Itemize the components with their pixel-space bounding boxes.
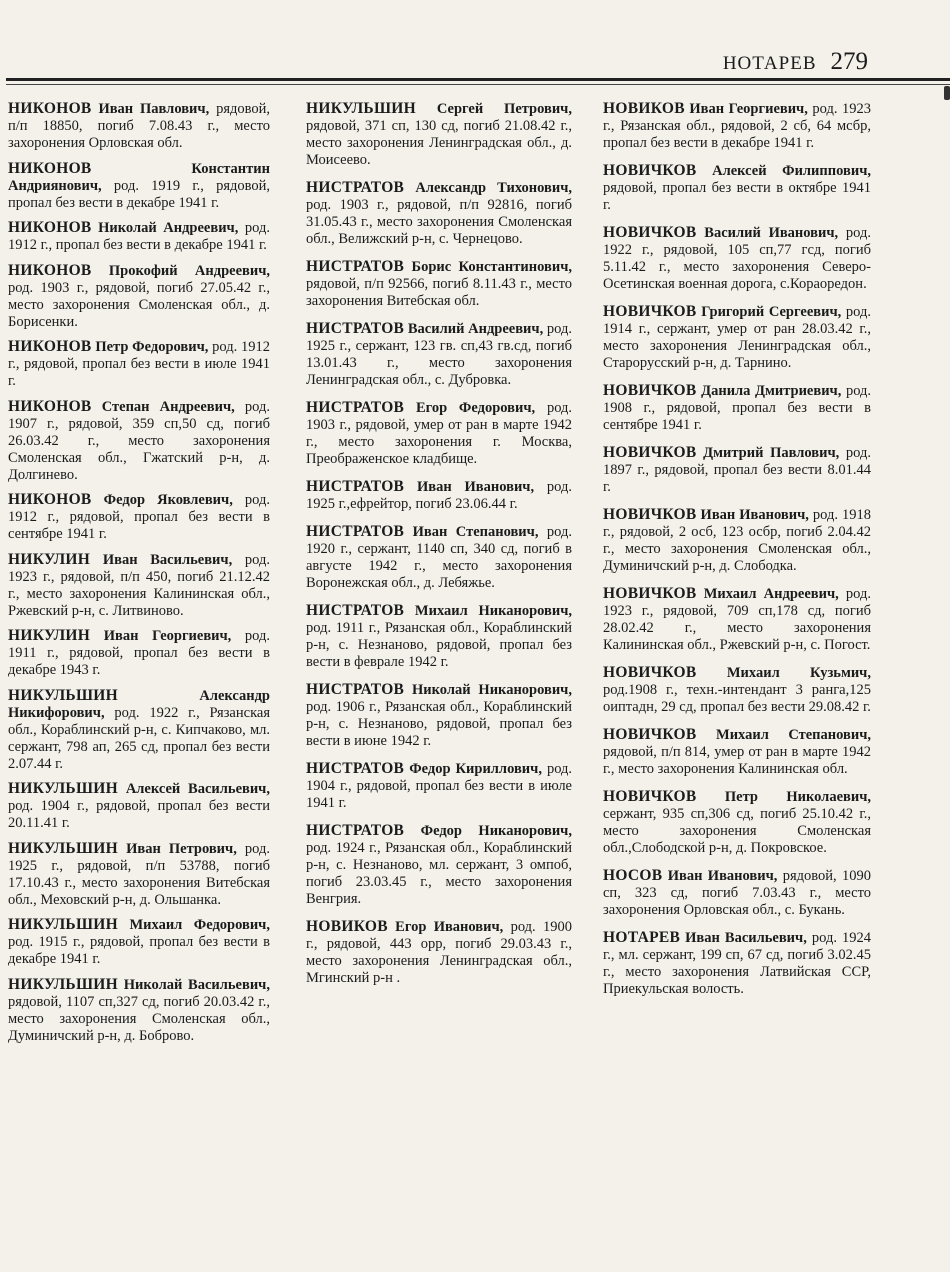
entry-given-name: Борис Константинович,: [411, 259, 572, 275]
entry: [8, 780, 270, 832]
entry-surname: НОВИЧКОВ: [603, 506, 697, 523]
entry: [603, 867, 871, 919]
entry: [8, 687, 270, 773]
entry-details: род. 1924 г., мл. сержант, 199 сп, 67 сд, погиб 3.02.45 г., место захоронения Латвийская ССР, Приекульская волость.: [603, 930, 871, 997]
entry-details: род. 1904 г., рядовой, пропал без вести 20.11.41 г.: [8, 798, 270, 831]
entry-given-name: Михаил Андреевич,: [703, 586, 839, 602]
entry-given-name: Константин Андриянович,: [8, 160, 270, 194]
entry: [8, 551, 270, 620]
entry-surname: НИКОНОВ: [8, 338, 92, 355]
edge-mark: [944, 86, 950, 100]
entry-details: род. 1918 г., рядовой, 2 осб, 123 осбр, погиб 2.04.42 г., место захоронения Смоленская обл., Думиничский р-н, д. Слободка.: [603, 507, 871, 574]
entry-given-name: Иван Иванович,: [667, 868, 778, 884]
entry-surname: НИКУЛЬШИН: [8, 916, 119, 933]
entry-surname: НИКОНОВ: [8, 397, 92, 415]
entry-surname: НИСТРАТОВ: [306, 179, 405, 196]
entry: [306, 681, 572, 750]
entry: [8, 398, 270, 484]
entry-surname: НИКОНОВ: [8, 261, 92, 279]
entry-surname: НОВИЧКОВ: [603, 382, 697, 399]
entry: [306, 822, 572, 908]
entry-details: род. 1912 г., пропал без вести в декабре 1941 г.: [8, 220, 270, 253]
entry-surname: НОВИКОВ: [306, 918, 388, 935]
entry: [8, 627, 270, 679]
entry: [603, 506, 871, 575]
entry-given-name: Степан Андреевич,: [101, 398, 235, 415]
entry: [306, 320, 572, 389]
entry-surname: НИСТРАТОВ: [306, 681, 405, 698]
entry: [603, 162, 871, 214]
entry-details: рядовой, 1090 сп, 323 сд, погиб 7.03.43 г., место захоронения Орловская обл., с. Букань.: [603, 868, 872, 918]
entry-given-name: Петр Федорович,: [95, 339, 209, 355]
header-rule-thin: [6, 84, 950, 85]
entry: [8, 916, 270, 968]
entry-details: род. 1903 г., рядовой, погиб 27.05.42 г., место захоронения Смоленская обл., д. Борисенки.: [8, 279, 270, 330]
entry: [603, 303, 871, 372]
entry-surname: НИСТРАТОВ: [306, 399, 405, 416]
entry-surname: НИКУЛЬШИН: [306, 100, 417, 117]
entry-given-name: Данила Дмитриевич,: [701, 383, 842, 399]
entry-details: род. 1912 г., рядовой, пропал без вести в сентябре 1941 г.: [8, 492, 271, 542]
entry-surname: НОВИКОВ: [603, 100, 685, 117]
entry-surname: НИСТРАТОВ: [306, 602, 405, 619]
entry-surname: НОВИЧКОВ: [603, 303, 697, 320]
entry-given-name: Дмитрий Павлович,: [703, 445, 840, 461]
entry-given-name: Алексей Васильевич,: [125, 781, 270, 797]
entry-surname: НИКУЛЬШИН: [8, 839, 119, 857]
entry-given-name: Иван Васильевич,: [685, 930, 807, 946]
entry-given-name: Михаил Кузьмич,: [726, 665, 871, 681]
entry-details: род. 1911 г., рядовой, пропал без вести в декабре 1943 г.: [8, 628, 271, 678]
entry-details: рядовой, п/п 92566, погиб 8.11.43 г., место захоронения Витебская обл.: [306, 276, 572, 309]
entry: [603, 585, 871, 654]
entry-given-name: Николай Андреевич,: [98, 220, 239, 236]
entry-surname: НИКУЛИН: [8, 550, 91, 568]
entry: [603, 929, 871, 998]
entry-surname: НИСТРАТОВ: [306, 523, 405, 540]
entry-details: род. 1915 г., рядовой, пропал без вести в декабре 1941 г.: [8, 934, 270, 967]
column-2: [306, 100, 572, 997]
entry-details: рядовой, 1107 сп,327 сд, погиб 20.03.42 г., место захоронения Смоленская обл., Думиничский р-н, д. Боброво.: [8, 993, 270, 1044]
entry-surname: НИКУЛИН: [8, 627, 91, 644]
entry-details: род. 1907 г., рядовой, 359 сп,50 сд, погиб 26.03.42 г., место захоронения Смоленская обл., Гжатский р-н, д. Долгинево.: [8, 398, 271, 483]
running-header: [723, 48, 868, 76]
entry: [603, 444, 871, 496]
entry-details: род. 1923 г., рядовой, п/п 450, погиб 21.12.42 г., место захоронения Калининская обл., Ржевский р-н, с. Литвиново.: [8, 551, 270, 619]
entry: [8, 100, 270, 152]
entry-surname: НИСТРАТОВ: [306, 760, 405, 777]
entry-surname: НОВИЧКОВ: [603, 664, 697, 681]
entry-surname: НИКУЛЬШИН: [8, 780, 119, 797]
entry-surname: НОВИЧКОВ: [603, 224, 697, 241]
entry: [306, 100, 572, 169]
entry-details: род. 1925 г.,ефрейтор, погиб 23.06.44 г.: [306, 479, 572, 512]
entry-surname: НИКОНОВ: [8, 219, 92, 236]
entry-details: род. 1911 г., Рязанская обл., Кораблинский р-н, с. Незнаново, рядовой, пропал без вести в феврале 1942 г.: [306, 620, 572, 670]
entry-given-name: Петр Николаевич,: [724, 789, 871, 805]
entry-details: род. 1925 г., рядовой, п/п 53788, погиб 17.10.43 г., место захоронения Витебская обл., Меховский р-н, д. Ольшанка.: [8, 840, 271, 908]
entry-given-name: Иван Георгиевич,: [689, 101, 808, 117]
entry-details: род. 1919 г., рядовой, пропал без вести в декабре 1941 г.: [8, 177, 271, 211]
entry-given-name: Иван Иванович,: [417, 479, 535, 495]
entry: [8, 976, 270, 1045]
entry: [8, 338, 270, 390]
entry-surname: НОСОВ: [603, 867, 663, 884]
entry-given-name: Николай Васильевич,: [123, 976, 270, 993]
entry-given-name: Иван Иванович,: [700, 507, 809, 523]
entry-details: род. 1920 г., сержант, 1140 сп, 340 сд, погиб в августе 1942 г., место захоронения Воронежская обл., д. Лебяжье.: [306, 524, 572, 591]
entry-details: род. 1925 г., сержант, 123 гв. сп,43 гв.сд, погиб 13.01.43 г., место захоронения Ленинградская обл., с. Дубровка.: [306, 321, 572, 388]
entry-surname: НИСТРАТОВ: [306, 822, 405, 839]
entry-details: род. 1923 г., рядовой, 709 сп,178 сд, погиб 28.02.42 г., место захоронения Калининская обл., Ржевский р-н, с. Погост.: [603, 586, 872, 653]
entry-given-name: Сергей Петрович,: [436, 101, 572, 117]
entry-details: род. 1914 г., сержант, умер от ран 28.03.42 г., место захоронения Ленинградская обл., Старорусский р-н, д. Тарнино.: [603, 304, 872, 371]
entry-details: род. 1922 г., Рязанская обл., Кораблинский р-н, с. Кипчаково, мл. сержант, 798 ап, 265 сд, пропал без вести 2.07.44 г.: [8, 704, 270, 772]
entry-given-name: Александр Тихонович,: [415, 180, 573, 196]
entry: [603, 788, 871, 857]
entry-surname: НОТАРЕВ: [603, 929, 681, 946]
entry-given-name: Михаил Федорович,: [129, 917, 270, 933]
entry-details: род. 1904 г., рядовой, пропал без вести в июле 1941 г.: [306, 761, 573, 811]
entry: [603, 224, 871, 293]
page-number: 279: [830, 48, 868, 75]
entry-details: рядовой, п/п 814, умер от ран в марте 1942 г., место захоронения Калининская обл.: [603, 744, 871, 777]
entry: [8, 491, 270, 543]
entry-given-name: Иван Георгиевич,: [103, 628, 232, 644]
entry-details: род.1908 г., техн.-интендант 3 ранга,125 оиптадн, 29 сд, пропал без вести 29.08.42 г.: [603, 682, 871, 715]
entry-given-name: Александр Никифорович,: [8, 687, 270, 721]
entry-details: род. 1897 г., рядовой, пропал без вести 8.01.44 г.: [603, 445, 872, 495]
entry-surname: НИКОНОВ: [8, 159, 92, 177]
entry-details: род. 1923 г., Рязанская обл., рядовой, 2 сб, 64 мсбр, пропал без вести в декабре 1941 г.: [603, 101, 872, 151]
entry-surname: НИКОНОВ: [8, 100, 92, 117]
entry-given-name: Василий Андреевич,: [407, 321, 544, 337]
entry-given-name: Прокофий Андреевич,: [108, 262, 270, 279]
entry-surname: НОВИЧКОВ: [603, 162, 697, 179]
entry: [306, 918, 572, 987]
header-word: НОТАРЕВ: [722, 53, 817, 74]
entry-given-name: Иван Степанович,: [412, 524, 539, 540]
column-1: [8, 100, 270, 1052]
entry-given-name: Михаил Степанович,: [716, 727, 872, 743]
header-rule-thick: [6, 78, 950, 81]
entry-given-name: Иван Петрович,: [126, 840, 237, 857]
entry-surname: НИСТРАТОВ: [306, 478, 405, 495]
entry-given-name: Николай Никанорович,: [412, 682, 572, 698]
entry-details: род. 1906 г., Рязанская обл., Кораблинский р-н, с. Незнаново, рядовой, пропал без вести в июне 1942 г.: [306, 699, 572, 749]
entry-given-name: Алексей Филиппович,: [712, 163, 872, 179]
entry: [603, 100, 871, 152]
entry-surname: НИКОНОВ: [8, 491, 92, 508]
entry-details: род. 1903 г., рядовой, умер от ран в марте 1942 г., место захоронения г. Москва, Преображенское кладбище.: [306, 400, 573, 467]
entry: [8, 160, 270, 212]
entry-details: род. 1912 г., рядовой, пропал без вести в июле 1941 г.: [8, 339, 271, 389]
entry-given-name: Иван Павлович,: [98, 101, 210, 117]
entry-details: род. 1922 г., рядовой, 105 сп,77 гсд, погиб 5.11.42 г., место захоронения Северо-Осетинская военная дорога, с.Кораоредон.: [603, 225, 872, 292]
entry-given-name: Михаил Никанорович,: [414, 603, 573, 619]
entry-given-name: Федор Кириллович,: [409, 761, 542, 777]
entry-surname: НОВИЧКОВ: [603, 726, 697, 743]
entry-surname: НОВИЧКОВ: [603, 788, 697, 805]
entry-surname: НИСТРАТОВ: [306, 258, 405, 275]
entry-details: род. 1924 г., Рязанская обл., Кораблинский р-н, с. Незнаново, мл. сержант, 3 омпоб, погиб 23.03.45 г., место захоронения Венгрия.: [306, 840, 572, 907]
entry: [8, 262, 270, 331]
entry-details: рядовой, п/п 18850, погиб 7.08.43 г., место захоронения Орловская обл.: [8, 101, 270, 151]
entry: [306, 179, 572, 248]
entry: [8, 219, 270, 254]
entry: [8, 840, 270, 909]
entry-given-name: Егор Иванович,: [395, 919, 504, 935]
entry: [603, 726, 871, 778]
entry: [306, 258, 572, 310]
entry: [306, 602, 572, 671]
entry-details: рядовой, пропал без вести в октябре 1941 г.: [603, 180, 871, 213]
entry-details: род. 1900 г., рядовой, 443 орр, погиб 29.03.43 г., место захоронения Ленинградская обл., Мгинский р-н .: [306, 919, 572, 986]
entry-details: род. 1903 г., рядовой, п/п 92816, погиб 31.05.43 г., место захоронения Смоленская обл., Велижский р-н, с. Чернецово.: [306, 197, 572, 247]
entry: [306, 478, 572, 513]
entry: [603, 664, 871, 716]
entry: [306, 399, 572, 468]
entry: [603, 382, 871, 434]
entry-details: рядовой, 371 сп, 130 сд, погиб 21.08.42 г., место захоронения Ленинградская обл., д. Моисеево.: [306, 118, 572, 168]
entry-surname: НИСТРАТОВ: [306, 320, 405, 337]
entry-given-name: Федор Никанорович,: [420, 823, 572, 839]
entry-details: сержант, 935 сп,306 сд, погиб 25.10.42 г., место захоронения Смоленская обл.,Слободской р-н, д. Покровское.: [603, 806, 871, 856]
entry: [306, 760, 572, 812]
entry-surname: НИКУЛЬШИН: [8, 686, 119, 704]
entry-given-name: Григорий Сергеевич,: [701, 304, 842, 320]
entry: [306, 523, 572, 592]
entry-surname: НОВИЧКОВ: [603, 444, 697, 461]
entry-surname: НИКУЛЬШИН: [8, 975, 119, 993]
entry-details: род. 1908 г., рядовой, пропал без вести в сентябре 1941 г.: [603, 383, 872, 433]
column-3: [603, 100, 871, 1008]
entry-surname: НОВИЧКОВ: [603, 585, 697, 602]
entry-given-name: Иван Васильевич,: [102, 551, 233, 568]
entry-given-name: Василий Иванович,: [704, 225, 839, 241]
entry-given-name: Федор Яковлевич,: [103, 492, 233, 508]
entry-given-name: Егор Федорович,: [415, 400, 536, 416]
